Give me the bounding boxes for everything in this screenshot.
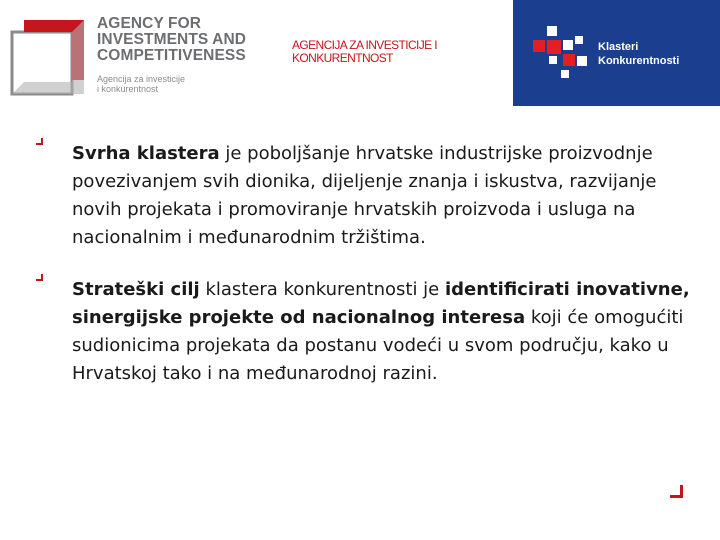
agency-title-line: AGENCY FOR <box>97 15 202 32</box>
paragraph-goal <box>36 276 696 388</box>
agency-logo-icon <box>10 18 86 96</box>
klasteri-line: Konkurentnosti <box>598 55 680 67</box>
goal-bold-b: identificirati inovativne, sinergijske projekte od nacionalnog interesa <box>72 279 690 328</box>
agency-title-line: COMPETITIVENESS <box>97 47 246 64</box>
agency-title <box>97 16 246 64</box>
agency-subtitle <box>97 74 185 94</box>
header <box>0 0 720 110</box>
goal-text-a: klastera konkurentnosti je <box>199 279 445 300</box>
goal-text-c: koji će omogućiti sudionicima projekata da postanu vodeći u svom području, kako u Hrvatskoj tako i na međunarodnoj razini. <box>72 307 684 384</box>
bullet-icon <box>36 274 43 281</box>
goal-bold: Strateški cilj <box>72 279 200 300</box>
klasteri-line: Klasteri <box>598 41 639 53</box>
center-title-line: AGENCIJA ZA INVESTICIJE I <box>292 38 438 52</box>
center-title <box>292 39 437 65</box>
agency-title-line: INVESTMENTS AND <box>97 31 247 48</box>
agency-subtitle-line: Agencija za investicije <box>97 74 186 84</box>
center-title-line: KONKURENTNOST <box>292 51 393 65</box>
content <box>36 140 696 412</box>
purpose-bold: Svrha klastera <box>72 143 220 164</box>
bullet-icon <box>36 138 43 145</box>
agency-subtitle-line: i konkurentnost <box>97 84 159 94</box>
klasteri-logo-icon <box>533 26 593 86</box>
paragraph-purpose <box>36 140 696 252</box>
klasteri-text <box>598 40 679 68</box>
klasteri-logo-panel <box>513 0 720 106</box>
purpose-text: je poboljšanje hrvatske industrijske proizvodnje povezivanjem svih dionika, dijeljenje znanja i iskustva, razvijanje novih projekata i promoviranje hrvatskih proizvoda i usluga na nacionalnim i međunarodnim tržištima. <box>72 143 657 248</box>
corner-mark-icon <box>670 485 683 498</box>
